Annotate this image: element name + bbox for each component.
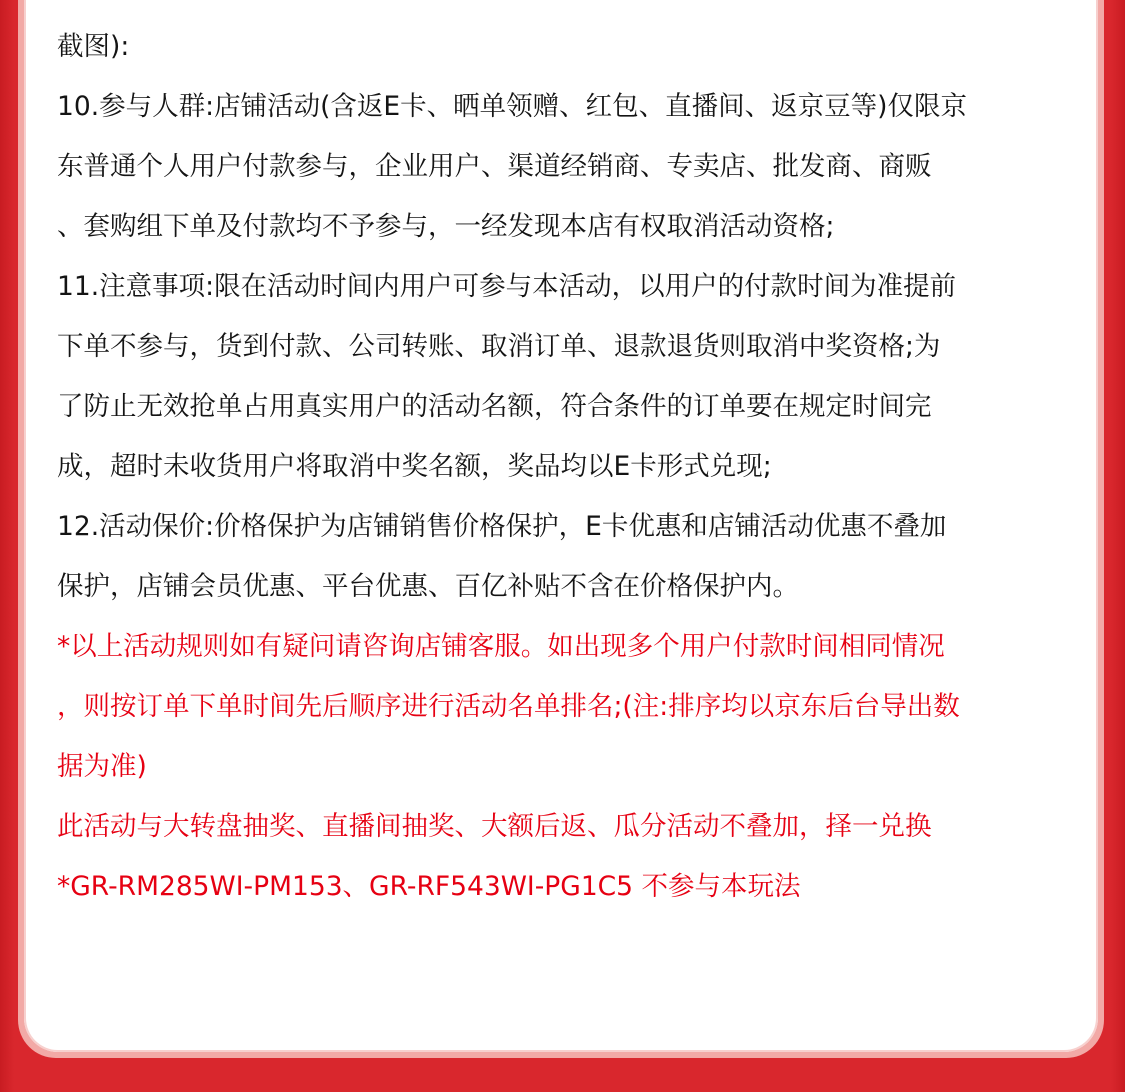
rules-line: 12.活动保价:价格保护为店铺销售价格保护，E卡优惠和店铺活动优惠不叠加 [57, 511, 947, 542]
rules-notice-line: ，则按订单下单时间先后顺序进行活动名单排名;(注:排序均以京东后台导出数 [57, 691, 960, 722]
rules-line: 成，超时未收货用户将取消中奖名额，奖品均以E卡形式兑现; [57, 451, 772, 482]
rules-notice-line: *GR-RM285WI-PM153、GR-RF543WI-PG1C5 不参与本玩法 [57, 871, 801, 902]
rules-notice-line: 此活动与大转盘抽奖、直播间抽奖、大额后返、瓜分活动不叠加，择一兑换 [57, 811, 932, 842]
rules-line: 了防止无效抢单占用真实用户的活动名额，符合条件的订单要在规定时间完 [57, 391, 932, 422]
rules-line: 11.注意事项:限在活动时间内用户可参与本活动，以用户的付款时间为准提前 [57, 271, 957, 302]
rules-line: 保护，店铺会员优惠、平台优惠、百亿补贴不含在价格保护内。 [57, 571, 799, 602]
rules-line: 截图): [57, 31, 130, 62]
rules-line: 东普通个人用户付款参与，企业用户、渠道经销商、专卖店、批发商、商贩 [57, 151, 932, 182]
rules-line: 下单不参与，货到付款、公司转账、取消订单、退款退货则取消中奖资格;为 [57, 331, 941, 362]
rules-notice-line: *以上活动规则如有疑问请咨询店铺客服。如出现多个用户付款时间相同情况 [57, 631, 945, 662]
rules-line: 10.参与人群:店铺活动(含返E卡、晒单领赠、红包、直播间、返京豆等)仅限京 [57, 91, 967, 122]
rules-line: 、套购组下单及付款均不予参与，一经发现本店有权取消活动资格; [57, 211, 835, 242]
rules-notice-line: 据为准) [57, 751, 147, 782]
